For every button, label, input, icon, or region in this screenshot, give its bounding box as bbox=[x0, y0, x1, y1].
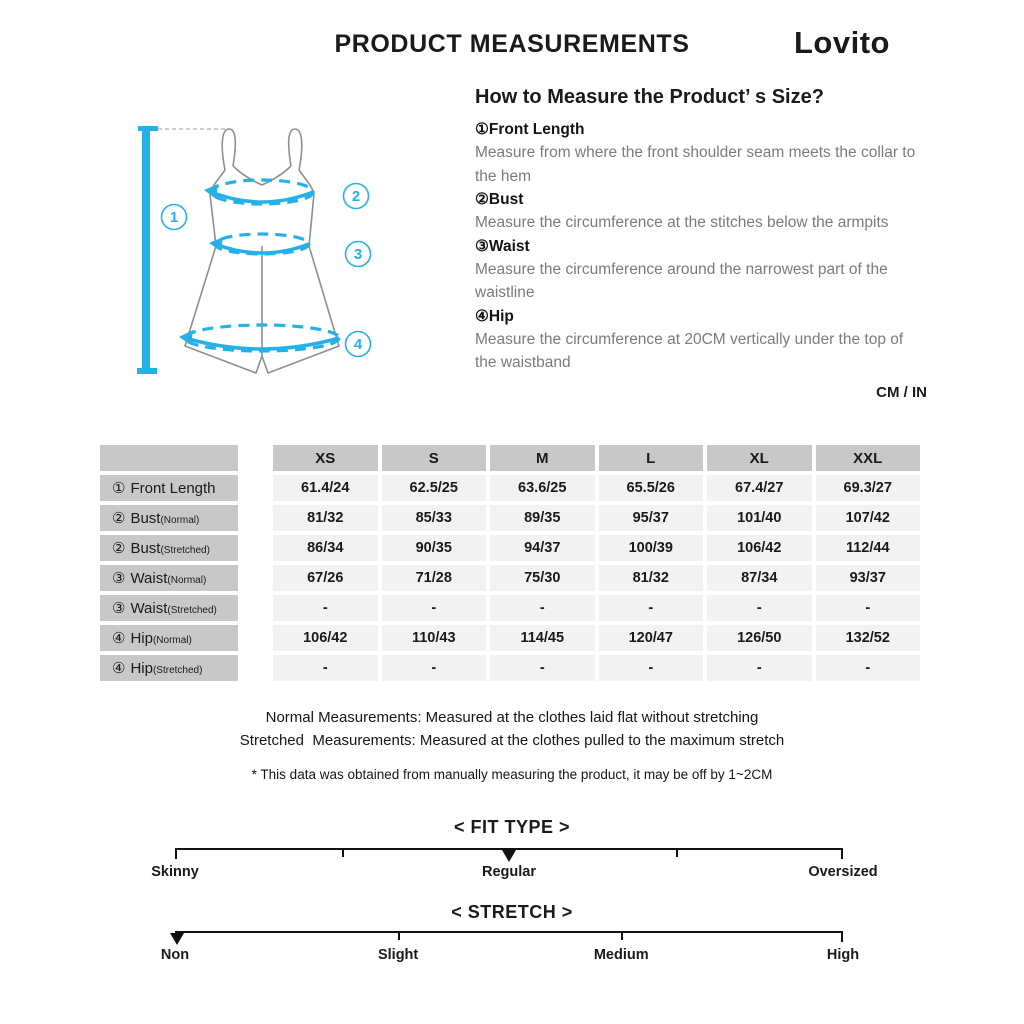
row-sub: (Normal) bbox=[167, 574, 207, 586]
stretch-scale bbox=[175, 931, 843, 947]
measure-item-bust bbox=[475, 188, 927, 235]
table-corner-cell bbox=[100, 445, 238, 471]
size-cell: - bbox=[599, 655, 704, 681]
row-num: ② bbox=[112, 510, 126, 527]
row-sub: (Normal) bbox=[160, 514, 200, 526]
size-cell: 126/50 bbox=[707, 625, 812, 651]
row-label-waist-stretched bbox=[100, 595, 238, 621]
unit-label: CM / IN bbox=[876, 383, 927, 401]
row-sub: (Stretched) bbox=[160, 544, 210, 556]
item-name: Front Length bbox=[488, 121, 585, 138]
size-cell: 81/32 bbox=[599, 565, 704, 591]
size-cell: - bbox=[490, 655, 595, 681]
row-name: Front Length bbox=[130, 479, 216, 497]
garment-outline bbox=[185, 129, 339, 373]
size-cell: - bbox=[599, 595, 704, 621]
garment-diagram-svg bbox=[108, 110, 448, 400]
item-desc: Measure the circumference around the narrowest part of the waistline bbox=[475, 260, 888, 301]
fit-type-scale bbox=[175, 848, 843, 864]
marker-3: 3 bbox=[353, 246, 363, 263]
how-to-measure-section bbox=[475, 86, 927, 401]
size-cell: 132/52 bbox=[816, 625, 921, 651]
item-name: Bust bbox=[488, 191, 524, 208]
row-label-bust-normal bbox=[100, 505, 238, 531]
row-label-hip-normal bbox=[100, 625, 238, 651]
how-to-title: How to Measure the Product’ s Size? bbox=[475, 86, 824, 108]
stretch-marker bbox=[170, 933, 184, 945]
size-cell: 94/37 bbox=[490, 535, 595, 561]
size-table-labels bbox=[100, 445, 238, 685]
stretch-title: < STRETCH > bbox=[451, 902, 573, 922]
size-cell: 106/42 bbox=[273, 625, 378, 651]
size-cell: 100/39 bbox=[599, 535, 704, 561]
fit-label-regular: Regular bbox=[482, 864, 536, 880]
item-num: ③ bbox=[475, 237, 489, 255]
disclaimer: * This data was obtained from manually measuring the product, it may be off by 1~2CM bbox=[251, 767, 773, 782]
row-name: Bust bbox=[130, 509, 161, 527]
note-stretched: Stretched Measurements: Measured at the clothes pulled to the maximum stretch bbox=[239, 732, 785, 749]
marker-1: 1 bbox=[169, 209, 179, 226]
row-name: Hip bbox=[130, 659, 153, 677]
size-cell: 95/37 bbox=[599, 505, 704, 531]
col-header-xs: XS bbox=[273, 445, 378, 471]
scale-tick bbox=[398, 933, 400, 940]
size-cell: 114/45 bbox=[490, 625, 595, 651]
measure-item-front-length bbox=[475, 118, 927, 188]
size-cell: - bbox=[816, 655, 921, 681]
item-num: ② bbox=[475, 191, 489, 208]
row-num: ④ bbox=[112, 660, 126, 677]
fit-type-marker bbox=[502, 850, 516, 862]
scale-tick bbox=[841, 933, 843, 942]
size-cell: - bbox=[490, 595, 595, 621]
row-label-waist-normal bbox=[100, 565, 238, 591]
stretch-labels bbox=[160, 947, 860, 965]
size-cell: - bbox=[707, 655, 812, 681]
measure-item-hip bbox=[475, 305, 927, 375]
col-header-xl: XL bbox=[707, 445, 812, 471]
item-num: ① bbox=[475, 121, 489, 138]
row-sub: (Stretched) bbox=[152, 664, 203, 676]
scale-tick bbox=[621, 933, 623, 940]
size-cell: 110/43 bbox=[382, 625, 487, 651]
size-cell: - bbox=[816, 595, 921, 621]
item-name: Hip bbox=[488, 307, 514, 325]
row-name: Bust bbox=[130, 539, 161, 557]
row-num: ③ bbox=[112, 570, 126, 587]
size-cell: 63.6/25 bbox=[490, 475, 595, 501]
scale-tick bbox=[342, 850, 344, 857]
row-label-bust-stretched bbox=[100, 535, 238, 561]
size-cell: 93/37 bbox=[816, 565, 921, 591]
size-cell: 65.5/26 bbox=[599, 475, 704, 501]
row-sub: (Stretched) bbox=[167, 604, 217, 616]
row-num: ① bbox=[112, 480, 126, 497]
size-table-grid bbox=[273, 445, 920, 685]
note-normal: Normal Measurements: Measured at the clothes laid flat without stretching bbox=[265, 709, 759, 726]
size-cell: - bbox=[273, 595, 378, 621]
waist-ellipse bbox=[209, 234, 309, 254]
col-header-m: M bbox=[490, 445, 595, 471]
row-num: ③ bbox=[112, 600, 126, 617]
size-cell: 90/35 bbox=[382, 535, 487, 561]
size-cell: 67.4/27 bbox=[707, 475, 812, 501]
stretch-label-medium: Medium bbox=[593, 947, 649, 963]
size-cell: 67/26 bbox=[273, 565, 378, 591]
brand-logo: Lovito bbox=[794, 25, 890, 60]
size-cell: 62.5/25 bbox=[382, 475, 487, 501]
size-table bbox=[100, 445, 920, 685]
size-cell: - bbox=[382, 655, 487, 681]
col-header-l: L bbox=[599, 445, 704, 471]
scale-tick bbox=[175, 850, 177, 859]
item-num: ④ bbox=[475, 307, 489, 325]
row-label-front-length bbox=[100, 475, 238, 501]
marker-4: 4 bbox=[353, 336, 363, 353]
garment-diagram bbox=[108, 110, 448, 405]
row-num: ④ bbox=[112, 630, 126, 647]
row-sub: (Normal) bbox=[152, 634, 192, 646]
row-label-hip-stretched bbox=[100, 655, 238, 681]
size-cell: 75/30 bbox=[490, 565, 595, 591]
page-title: PRODUCT MEASUREMENTS bbox=[334, 30, 690, 58]
size-cell: - bbox=[707, 595, 812, 621]
fit-type-title: < FIT TYPE > bbox=[453, 817, 571, 837]
stretch-label-high: High bbox=[826, 947, 860, 963]
size-cell: 81/32 bbox=[273, 505, 378, 531]
item-name: Waist bbox=[488, 237, 530, 255]
col-header-xxl: XXL bbox=[816, 445, 921, 471]
notes-section bbox=[0, 706, 1024, 782]
size-cell: 101/40 bbox=[707, 505, 812, 531]
size-cell: 106/42 bbox=[707, 535, 812, 561]
row-name: Waist bbox=[130, 599, 168, 617]
size-cell: 85/33 bbox=[382, 505, 487, 531]
row-name: Waist bbox=[130, 569, 168, 587]
size-cell: 61.4/24 bbox=[273, 475, 378, 501]
size-cell: - bbox=[273, 655, 378, 681]
scale-tick bbox=[676, 850, 678, 857]
stretch-label-slight: Slight bbox=[377, 947, 419, 963]
size-cell: - bbox=[382, 595, 487, 621]
stretch-label-non: Non bbox=[160, 947, 190, 963]
size-cell: 107/42 bbox=[816, 505, 921, 531]
size-cell: 89/35 bbox=[490, 505, 595, 531]
hip-ellipse bbox=[179, 325, 339, 351]
fit-type-labels bbox=[151, 864, 878, 882]
measure-item-waist bbox=[475, 235, 927, 305]
marker-2: 2 bbox=[351, 188, 361, 205]
item-desc: Measure from where the front shoulder seam meets the collar to the hem bbox=[475, 144, 916, 185]
item-desc: Measure the circumference at the stitches below the armpits bbox=[475, 214, 889, 231]
size-cell: 112/44 bbox=[816, 535, 921, 561]
size-cell: 71/28 bbox=[382, 565, 487, 591]
col-header-s: S bbox=[382, 445, 487, 471]
size-cell: 69.3/27 bbox=[816, 475, 921, 501]
item-desc: Measure the circumference at 20CM vertically under the top of the waistband bbox=[475, 330, 904, 371]
size-cell: 86/34 bbox=[273, 535, 378, 561]
size-cell: 120/47 bbox=[599, 625, 704, 651]
size-cell: 87/34 bbox=[707, 565, 812, 591]
scale-tick bbox=[841, 850, 843, 859]
length-ruler-icon bbox=[137, 126, 158, 374]
row-name: Hip bbox=[130, 629, 153, 647]
fit-label-skinny: Skinny bbox=[151, 864, 199, 880]
fit-label-oversized: Oversized bbox=[808, 864, 878, 880]
row-num: ② bbox=[112, 540, 126, 557]
